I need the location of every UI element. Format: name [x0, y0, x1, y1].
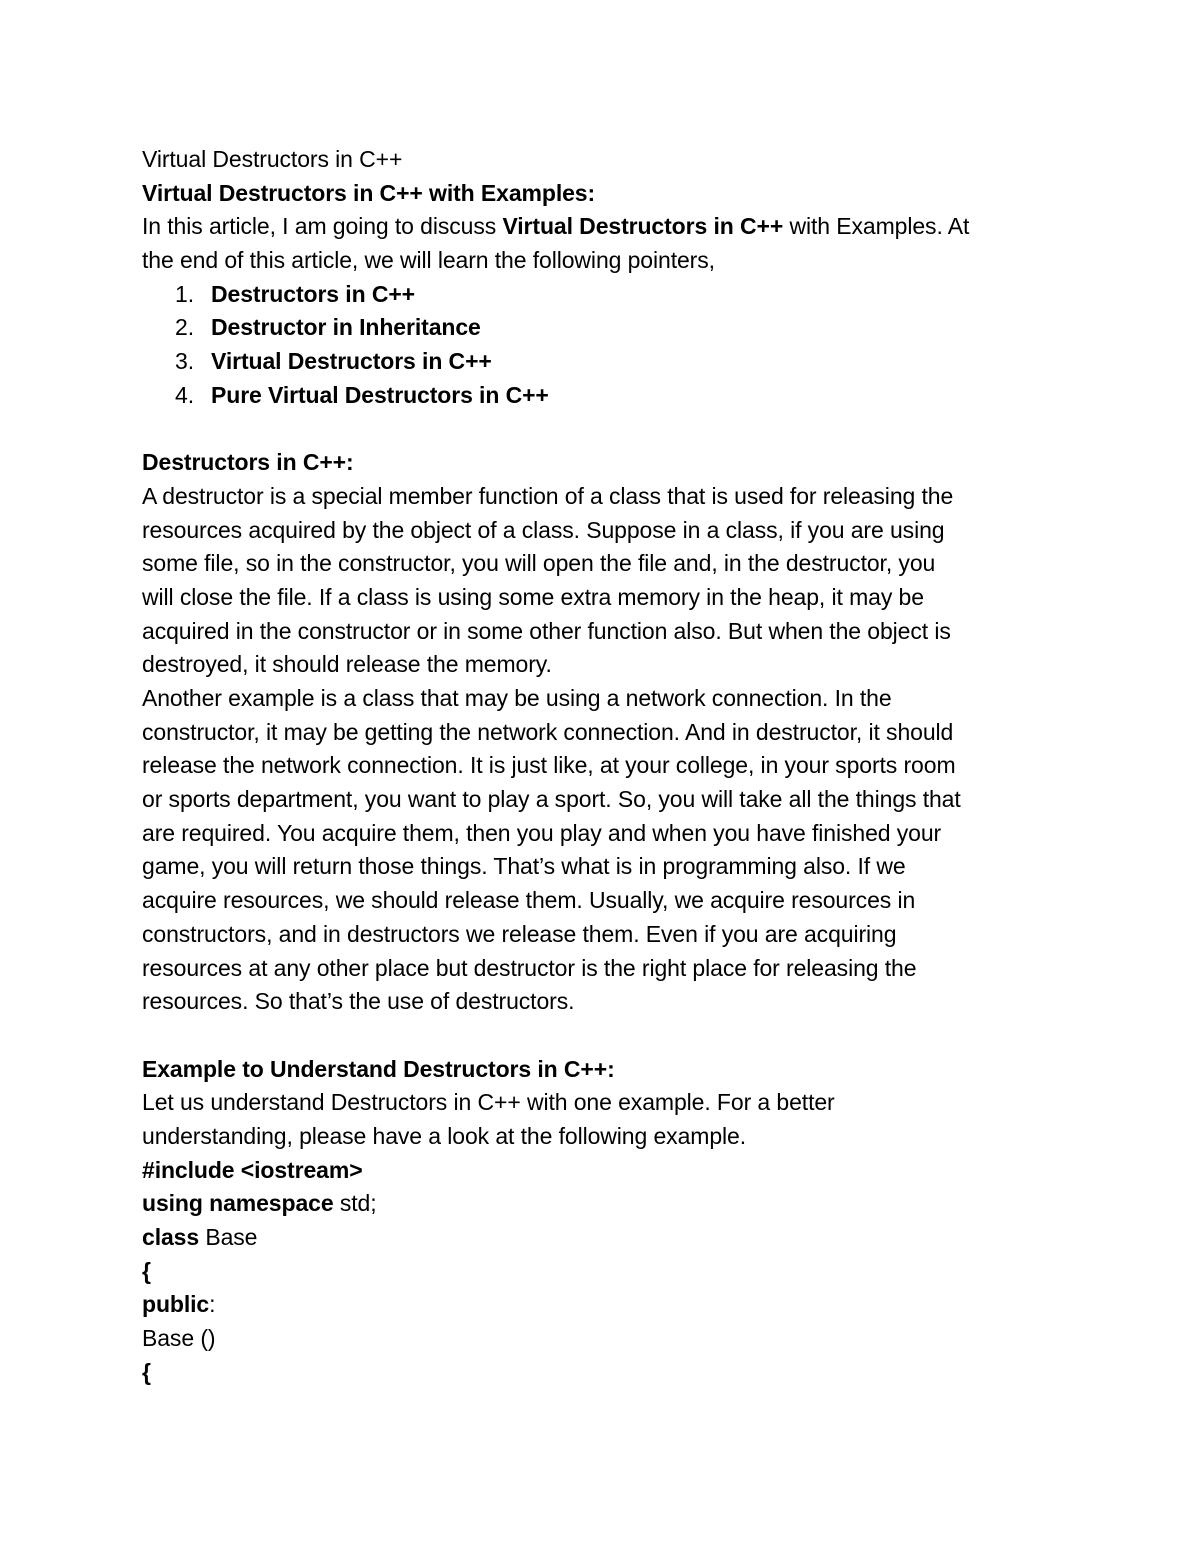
code-text: std; — [333, 1190, 377, 1217]
paragraph-line: resources. So that’s the use of destructors. — [142, 988, 575, 1015]
code-class-line — [142, 1221, 1072, 1255]
code-using-line — [142, 1187, 1072, 1221]
document-subtitle: Virtual Destructors in C++ with Examples: — [142, 179, 596, 206]
paragraph-line: constructors, and in destructors we release them. Even if you are acquiring — [142, 920, 897, 947]
code-keyword: class — [142, 1224, 200, 1250]
paragraph-line: game, you will return those things. That’s what is in programming also. If we — [142, 853, 906, 880]
code-brace-line: { — [142, 1257, 151, 1284]
paragraph-line: Let us understand Destructors in C++ with one example. For a better — [142, 1089, 835, 1116]
paragraph-line: are required. You acquire them, then you play and when you have finished your — [142, 819, 942, 846]
list-item — [142, 379, 1072, 413]
list-label: Destructor in Inheritance — [211, 314, 481, 341]
list-item — [142, 345, 1072, 379]
paragraph-line: A destructor is a special member function of a class that is used for releasing the — [142, 482, 954, 509]
list-number: 1. — [175, 280, 194, 307]
code-text: Base — [199, 1224, 258, 1250]
list-number: 3. — [175, 348, 194, 375]
intro-topic: Virtual Destructors in C++ — [502, 213, 784, 240]
code-text: : — [209, 1291, 216, 1318]
code-keyword: using namespace — [142, 1190, 334, 1217]
section-heading: Destructors in C++: — [142, 449, 354, 476]
paragraph-line: resources acquired by the object of a class. Suppose in a class, if you are using — [142, 516, 945, 543]
spacer — [142, 413, 1072, 447]
paragraph-line: or sports department, you want to play a sport. So, you will take all the things that — [142, 786, 961, 813]
paragraph-line: Another example is a class that may be using a network connection. In the — [142, 685, 892, 711]
paragraph-line: acquired in the constructor or in some other function also. But when the object is — [142, 617, 951, 644]
intro-text-end: with Examples. At — [783, 213, 970, 240]
paragraph-line: release the network connection. It is just like, at your college, in your sports room — [142, 752, 956, 779]
code-public-line — [142, 1288, 1072, 1322]
list-item — [142, 311, 1072, 345]
document-page — [142, 143, 1072, 1389]
list-item — [142, 278, 1072, 312]
paragraph-line: destroyed, it should release the memory. — [142, 651, 552, 678]
spacer — [142, 1019, 1072, 1053]
paragraph-line: resources at any other place but destructor is the right place for releasing the — [142, 954, 917, 981]
list-label: Destructors in C++ — [211, 280, 415, 307]
code-brace-line: { — [142, 1358, 151, 1385]
intro-text: In this article, I am going to discuss — [142, 213, 503, 240]
intro-line-1 — [142, 210, 1072, 244]
paragraph-line: understanding, please have a look at the following example. — [142, 1122, 747, 1149]
code-keyword: public — [142, 1291, 210, 1318]
list-number: 2. — [175, 314, 194, 341]
list-label: Pure Virtual Destructors in C++ — [211, 381, 549, 408]
section-heading: Example to Understand Destructors in C++: — [142, 1055, 615, 1082]
paragraph-line: acquire resources, we should release them. Usually, we acquire resources in — [142, 887, 916, 914]
paragraph-line: will close the file. If a class is using some extra memory in the heap, it may be — [142, 583, 924, 610]
intro-line-2: the end of this article, we will learn the following pointers, — [142, 247, 715, 274]
paragraph-line: constructor, it may be getting the network connection. And in destructor, it should — [142, 718, 954, 745]
paragraph-line: some file, so in the constructor, you will open the file and, in the destructor, you — [142, 550, 936, 577]
code-constructor-line: Base () — [142, 1325, 216, 1352]
list-number: 4. — [175, 381, 194, 408]
code-include-line: #include <iostream> — [142, 1156, 363, 1183]
document-title: Virtual Destructors in C++ — [142, 146, 403, 172]
list-label: Virtual Destructors in C++ — [211, 348, 492, 375]
pointers-list — [142, 278, 1072, 413]
